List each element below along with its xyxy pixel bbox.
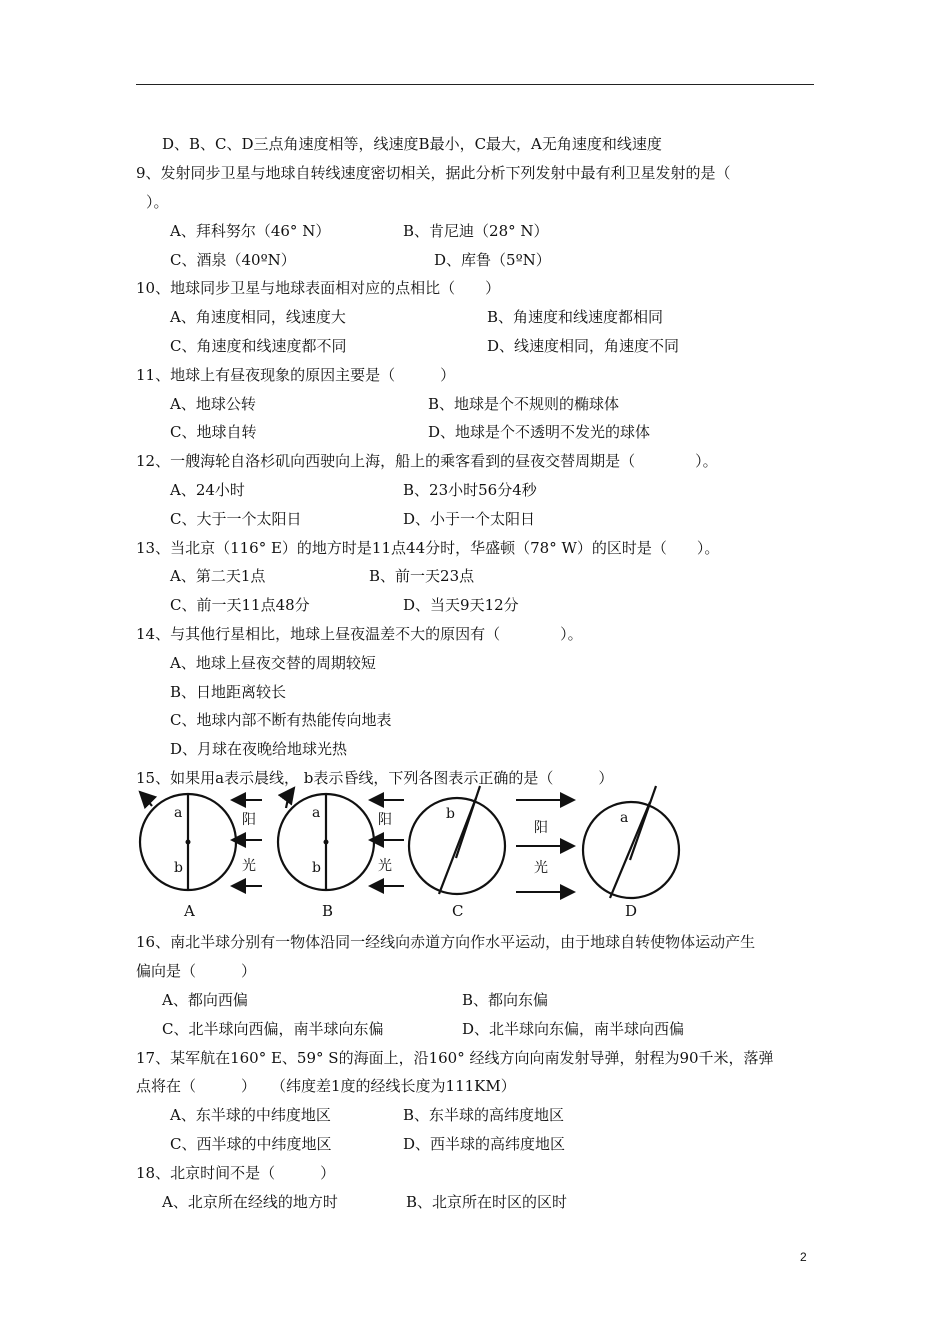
axis-d — [630, 786, 656, 860]
q12-option-b: B、23小时56分4秒 — [403, 481, 537, 499]
rotation-arrow-b — [286, 788, 294, 808]
question-11: 11、地球上有昼夜现象的原因主要是（ ） — [136, 366, 456, 384]
axis-c — [456, 786, 480, 858]
question-17-cont: 点将在（ ） （纬度差1度的经线长度为111KM） — [136, 1077, 516, 1095]
sun-label: 光 — [534, 860, 548, 876]
q9-option-b: B、肯尼迪（28° N） — [403, 222, 549, 240]
sun-label: 阳 — [378, 812, 392, 828]
q11-option-d: D、地球是个不透明不发光的球体 — [428, 423, 651, 441]
q11-option-c: C、地球自转 — [170, 423, 257, 441]
q11-option-b: B、地球是个不规则的椭球体 — [428, 395, 620, 413]
label-a: a — [312, 805, 321, 821]
label-a: a — [620, 810, 629, 826]
caption-d: D — [625, 902, 638, 920]
terminator-d — [610, 802, 650, 898]
question-18: 18、北京时间不是（ ） — [136, 1164, 336, 1182]
label-b: b — [174, 860, 183, 876]
caption-a: A — [184, 902, 195, 920]
q14-option-a: A、地球上昼夜交替的周期较短 — [170, 654, 376, 672]
q12-option-a: A、24小时 — [170, 481, 245, 499]
question-10: 10、地球同步卫星与地球表面相对应的点相比（ ） — [136, 279, 501, 297]
question-12: 12、一艘海轮自洛杉矶向西驶向上海，船上的乘客看到的昼夜交替周期是（ ）。 — [136, 452, 718, 470]
question-14: 14、与其他行星相比，地球上昼夜温差不大的原因有（ ）。 — [136, 625, 583, 643]
question-9-cont: ）。 — [146, 193, 169, 211]
sun-label: 光 — [242, 858, 256, 874]
q16-option-c: C、北半球向西偏，南半球向东偏 — [162, 1020, 384, 1038]
q14-option-d: D、月球在夜晚给地球光热 — [170, 740, 348, 758]
q17-option-c: C、西半球的中纬度地区 — [170, 1135, 332, 1153]
label-b: b — [312, 860, 321, 876]
question-15: 15、如果用a表示晨线， b表示昏线，下列各图表示正确的是（ ） — [136, 769, 614, 787]
question-9: 9、发射同步卫星与地球自转线速度密切相关，据此分析下列发射中最有利卫星发射的是（ — [136, 164, 731, 182]
q16-option-d: D、北半球向东偏，南半球向西偏 — [462, 1020, 685, 1038]
q18-option-a: A、北京所在经线的地方时 — [162, 1193, 338, 1211]
header-rule — [136, 84, 814, 85]
q14-option-b: B、日地距离较长 — [170, 683, 287, 701]
q17-option-d: D、西半球的高纬度地区 — [403, 1135, 566, 1153]
q17-option-b: B、东半球的高纬度地区 — [403, 1106, 565, 1124]
rotation-arrow-a — [140, 792, 152, 806]
page-number: 2 — [800, 1250, 807, 1264]
q17-option-a: A、东半球的中纬度地区 — [170, 1106, 331, 1124]
caption-b: B — [322, 902, 334, 920]
q9-option-c: C、酒泉（40ºN） — [170, 251, 296, 269]
question-16-cont: 偏向是（ ） — [136, 962, 257, 980]
q18-option-b: B、北京所在时区的区时 — [406, 1193, 568, 1211]
sun-label: 阳 — [534, 820, 548, 836]
q12-option-c: C、大于一个太阳日 — [170, 510, 302, 528]
q14-option-c: C、地球内部不断有热能传向地表 — [170, 711, 392, 729]
sun-label: 光 — [378, 858, 392, 874]
q10-option-b: B、角速度和线速度都相同 — [487, 308, 664, 326]
label-a: a — [174, 805, 183, 821]
q13-option-c: C、前一天11点48分 — [170, 596, 310, 614]
answer-option-line: D、B、C、D三点角速度相等，线速度B最小，C最大，A无角速度和线速度 — [162, 135, 662, 153]
terminator-figures — [134, 762, 694, 920]
label-b: b — [446, 806, 455, 822]
question-16: 16、南北半球分别有一物体沿同一经线向赤道方向作水平运动，由于地球自转使物体运动产生 — [136, 933, 756, 951]
q16-option-b: B、都向东偏 — [462, 991, 549, 1009]
q16-option-a: A、都向西偏 — [162, 991, 248, 1009]
q10-option-d: D、线速度相同，角速度不同 — [487, 337, 680, 355]
sun-label: 阳 — [242, 812, 256, 828]
caption-c: C — [452, 902, 464, 920]
q11-option-a: A、地球公转 — [170, 395, 256, 413]
q12-option-d: D、小于一个太阳日 — [403, 510, 536, 528]
q10-option-c: C、角速度和线速度都不同 — [170, 337, 347, 355]
q9-option-d: D、库鲁（5ºN） — [434, 251, 551, 269]
q10-option-a: A、角速度相同，线速度大 — [170, 308, 346, 326]
q9-option-a: A、拜科努尔（46° N） — [170, 222, 331, 240]
q13-option-a: A、第二天1点 — [170, 567, 266, 585]
q13-option-d: D、当天9天12分 — [403, 596, 519, 614]
question-17: 17、某军航在160° E、59° S的海面上，沿160° 经线方向向南发射导弹，射程为90千米，落弹 — [136, 1049, 774, 1067]
question-13: 13、当北京（116° E）的地方时是11点44分时，华盛顿（78° W）的区时是（ ）。 — [136, 539, 720, 557]
q13-option-b: B、前一天23点 — [369, 567, 475, 585]
